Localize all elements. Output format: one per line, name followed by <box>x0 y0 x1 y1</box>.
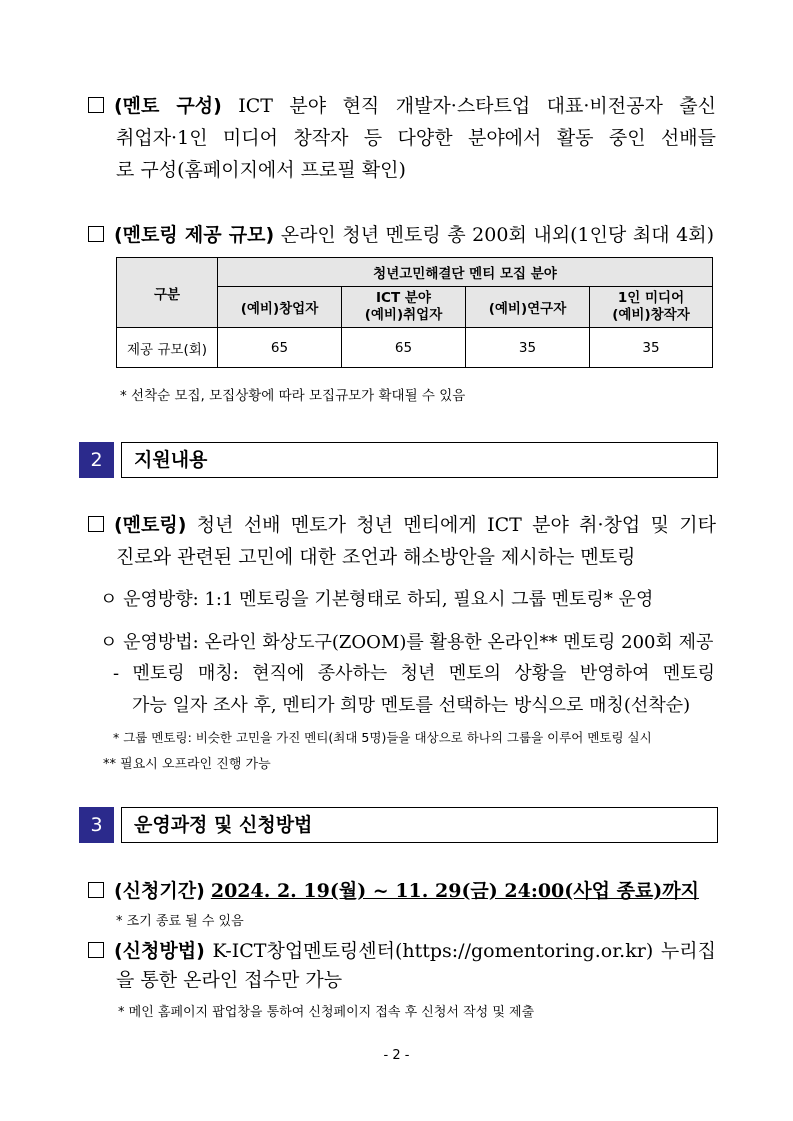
table-header-researcher: (예비)연구자 <box>466 287 590 328</box>
section-title: 운영과정 및 신청방법 <box>121 807 718 843</box>
period-heading: (신청기간) <box>114 880 205 902</box>
table-header-group: 청년고민해결단 멘티 모집 분야 <box>218 258 713 287</box>
table-cell: 65 <box>218 328 342 368</box>
period-paragraph <box>88 878 699 904</box>
mentee-scale-table <box>116 257 713 368</box>
table-header-startup: (예비)창업자 <box>218 287 342 328</box>
section-number: 3 <box>79 807 114 843</box>
table-header-ict: ICT 분야 (예비)취업자 <box>342 287 466 328</box>
method-heading: (신청방법) <box>114 940 205 962</box>
table-note: * 선착순 모집, 모집상황에 따라 모집규모가 확대될 수 있음 <box>120 388 466 404</box>
section-3-header <box>79 807 718 843</box>
period-text: 2024. 2. 19(월) ~ 11. 29(금) 24:00(사업 종료)까지 <box>210 880 699 902</box>
mentoring-heading: (멘토링) <box>114 514 187 536</box>
checkbox-square-icon <box>88 942 104 958</box>
mentoring-line-2: 진로와 관련된 고민에 대한 조언과 해소방안을 제시하는 멘토링 <box>116 546 636 568</box>
bullet-method: ㅇ 운영방법: 온라인 화상도구(ZOOM)를 활용한 온라인** 멘토링 200회 제공 <box>100 632 714 653</box>
mentor-line-2: 취업자·1인 미디어 창작자 등 다양한 분야에서 활동 중인 선배들 <box>116 127 716 149</box>
table-header-category: 구분 <box>117 258 218 328</box>
dash-matching-1: - 멘토링 매칭: 현직에 종사하는 청년 멘토의 상황을 반영하여 멘토링 <box>113 663 715 684</box>
table-row-label: 제공 규모(회) <box>117 328 218 368</box>
checkbox-square-icon <box>88 516 104 532</box>
mentor-heading: (멘토 구성) <box>114 95 222 117</box>
period-note: * 조기 종료 될 수 있음 <box>116 914 244 929</box>
checkbox-square-icon <box>88 882 104 898</box>
checkbox-square-icon <box>88 226 104 242</box>
scale-heading: (멘토링 제공 규모) <box>114 224 275 246</box>
note-offline: ** 필요시 오프라인 진행 가능 <box>103 757 271 772</box>
table-row <box>117 328 713 368</box>
table-cell: 35 <box>466 328 590 368</box>
method-line-2: 을 통한 온라인 접수만 가능 <box>116 969 343 991</box>
page-number: - 2 - <box>383 1048 410 1063</box>
section-number: 2 <box>79 442 114 478</box>
section-2-header <box>79 442 718 478</box>
scale-text: 온라인 청년 멘토링 총 200회 내외(1인당 최대 4회) <box>280 224 714 246</box>
table-cell: 35 <box>590 328 713 368</box>
method-note: * 메인 홈페이지 팝업창을 통하여 신청페이지 접속 후 신청서 작성 및 제출 <box>118 1005 535 1020</box>
mentor-line-3: 로 구성(홈페이지에서 프로필 확인) <box>116 159 406 181</box>
mentoring-line-1: 청년 선배 멘토가 청년 멘티에게 ICT 분야 취·창업 및 기타 <box>196 514 716 536</box>
section-title: 지원내용 <box>121 442 718 478</box>
dash-matching-2: 가능 일자 조사 후, 멘티가 희망 멘토를 선택하는 방식으로 매칭(선착순) <box>132 695 691 716</box>
table-cell: 65 <box>342 328 466 368</box>
table-header-media: 1인 미디어 (예비)창작자 <box>590 287 713 328</box>
bullet-direction: ㅇ 운영방향: 1:1 멘토링을 기본형태로 하되, 필요시 그룹 멘토링* 운영 <box>100 589 654 610</box>
method-line-1: K-ICT창업멘토링센터(https://gomentoring.or.kr) 누리집 <box>212 940 716 962</box>
mentor-line-1: ICT 분야 현직 개발자·스타트업 대표·비전공자 출신 <box>238 95 716 117</box>
note-group-mentoring: * 그룹 멘토링: 비슷한 고민을 가진 멘티(최대 5명)들을 대상으로 하나의 그룹을 이루어 멘토링 실시 <box>113 730 652 745</box>
scale-paragraph <box>88 222 714 248</box>
checkbox-square-icon <box>88 97 104 113</box>
